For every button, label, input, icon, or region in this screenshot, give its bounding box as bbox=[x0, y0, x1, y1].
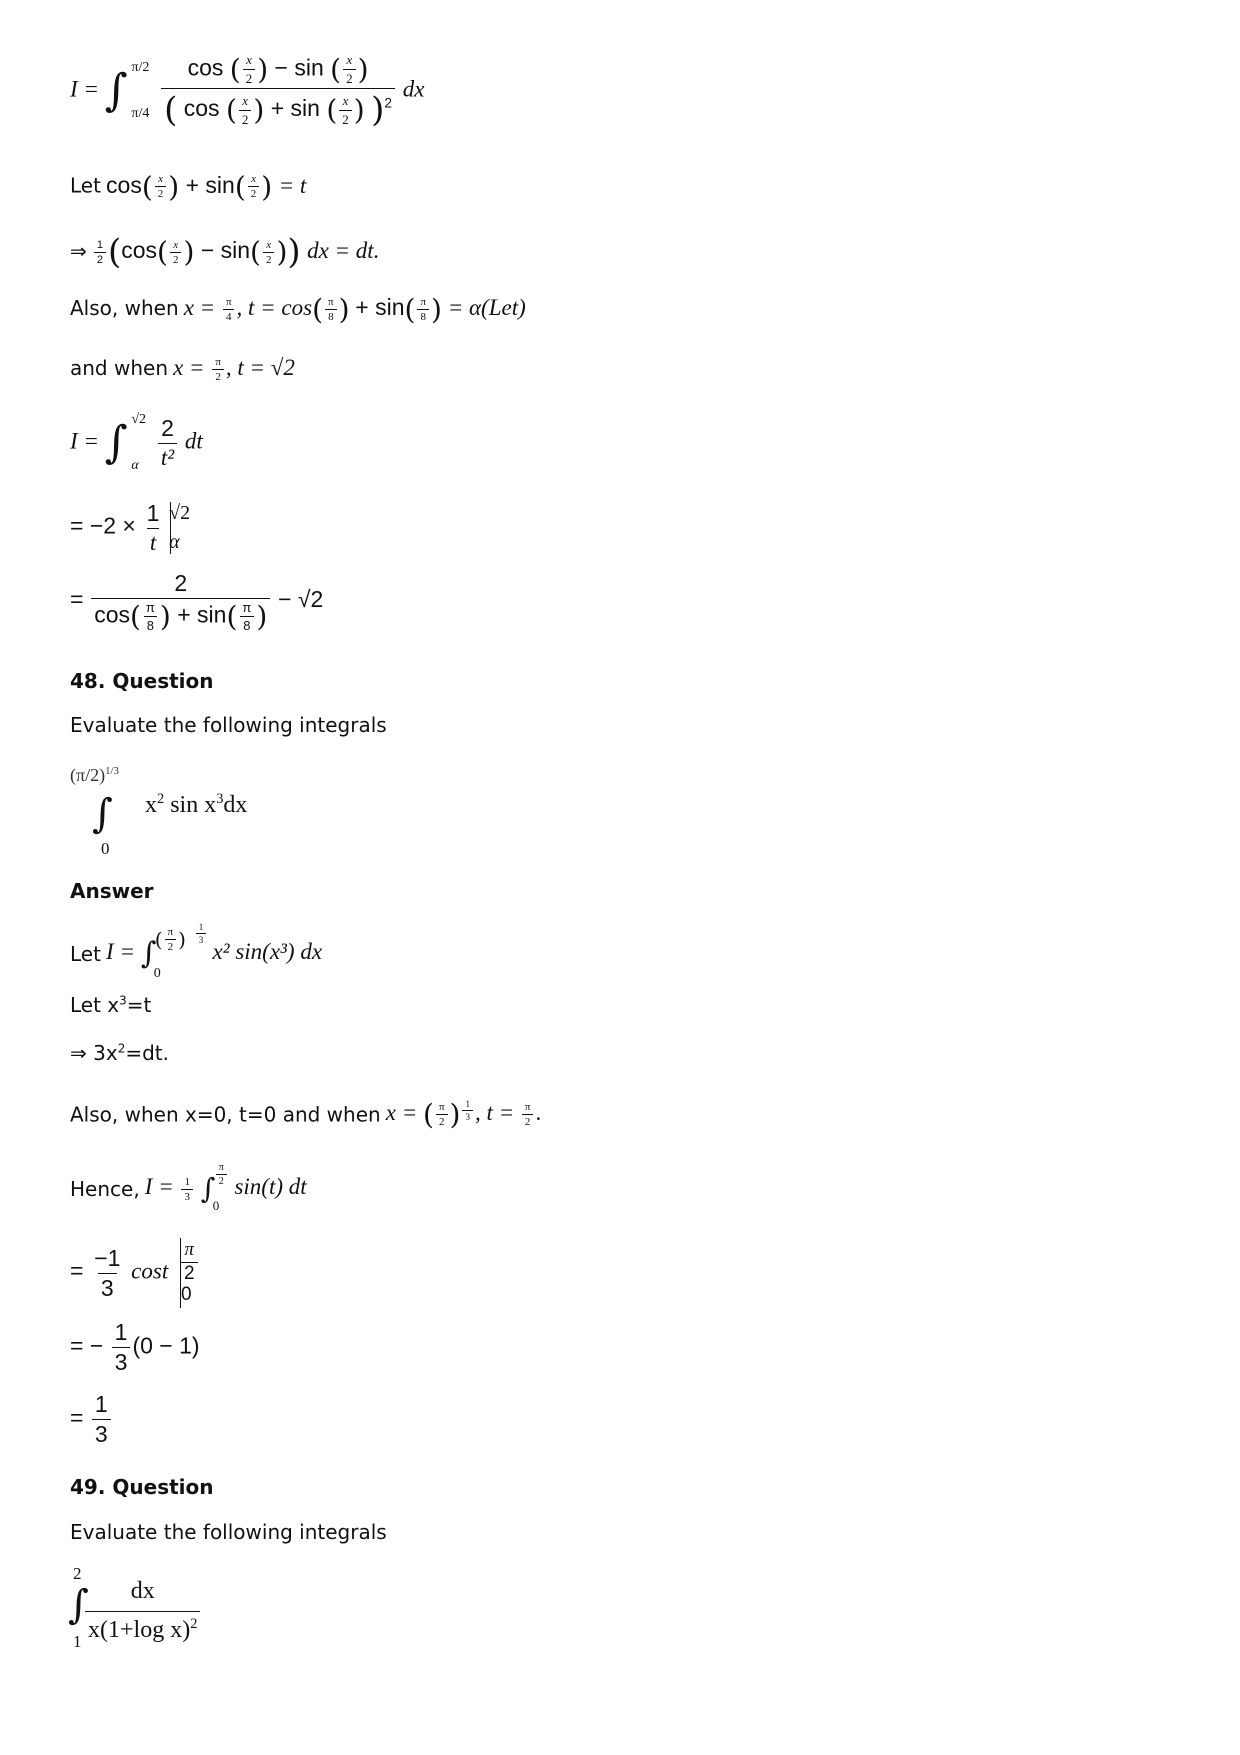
also-when-label: Also, when bbox=[70, 295, 179, 320]
frac-den: 4 bbox=[223, 309, 235, 323]
integral-lhs: I = bbox=[144, 1174, 174, 1200]
frac-num: x bbox=[173, 238, 179, 251]
hence-expression bbox=[144, 1162, 307, 1213]
paren: ) bbox=[287, 232, 301, 272]
implies-derivative-line bbox=[70, 1041, 169, 1065]
minus-root2: − √2 bbox=[278, 585, 324, 612]
minus-sin-text: − sin bbox=[200, 237, 251, 264]
evaluation-step-2 bbox=[70, 1319, 200, 1376]
denominator-log-term: (1+log x) bbox=[100, 1617, 191, 1643]
denominator bbox=[161, 88, 395, 130]
paren: ) bbox=[353, 93, 365, 127]
integral-sign: ∫ bbox=[104, 417, 128, 468]
frac-den: 3 bbox=[112, 1347, 131, 1376]
lower-limit: π/4 bbox=[131, 106, 150, 121]
question-48-integral bbox=[70, 757, 370, 857]
frac-den bbox=[91, 598, 270, 633]
denominator-power: 2 bbox=[190, 1616, 198, 1632]
paren: ( bbox=[107, 232, 122, 272]
x-over-2 bbox=[343, 52, 356, 87]
paren: ) bbox=[276, 235, 288, 269]
denominator-cos: cos bbox=[183, 95, 220, 122]
let-I-expression bbox=[106, 922, 323, 981]
frac-num: 1 bbox=[198, 922, 204, 932]
numerator-minus-sin: − sin bbox=[274, 54, 324, 81]
x-equals: x = bbox=[183, 294, 216, 320]
let-x-cubed-line bbox=[70, 993, 151, 1017]
paren: ( bbox=[312, 293, 324, 326]
lower-limit: α bbox=[169, 531, 180, 553]
paren: ) bbox=[338, 293, 350, 326]
limits-change-expression bbox=[385, 1098, 542, 1131]
equals-t: =t bbox=[126, 993, 152, 1017]
equals: = bbox=[70, 1257, 84, 1284]
pi-over-4 bbox=[223, 296, 235, 323]
frac-num: x bbox=[342, 92, 349, 108]
paren: ( bbox=[404, 293, 416, 326]
integral-expression bbox=[70, 52, 425, 130]
answer-label: Answer bbox=[70, 879, 154, 903]
frac-den: 2 bbox=[239, 110, 252, 128]
evaluation-step-2 bbox=[70, 570, 323, 633]
implies-3x: ⇒ 3x bbox=[70, 1041, 118, 1065]
frac-den: 3 bbox=[92, 1419, 111, 1448]
differential: dx bbox=[402, 76, 425, 102]
frac-num: x bbox=[251, 173, 256, 185]
x-over-2 bbox=[170, 239, 182, 266]
cos-text: cos bbox=[121, 237, 158, 264]
upper-limit bbox=[155, 926, 186, 953]
equals-t: = t bbox=[278, 172, 307, 198]
integrand-x-exponent: 2 bbox=[157, 791, 165, 807]
integral-lower-limit: 0 bbox=[101, 839, 110, 858]
paren: ) bbox=[256, 600, 268, 633]
frac-den: 2 bbox=[155, 186, 167, 200]
cos-text: cos bbox=[94, 601, 130, 628]
plus-sin-text: + sin bbox=[355, 293, 405, 320]
upper-pi-over-2 bbox=[216, 1162, 227, 1187]
frac-num: 2 bbox=[174, 570, 188, 596]
one-third bbox=[181, 1176, 193, 1203]
integrand-sin-exponent: 3 bbox=[216, 791, 224, 807]
equals-dt: =dt. bbox=[125, 1041, 169, 1065]
x-over-2 bbox=[248, 173, 260, 200]
upper-limit-expression bbox=[173, 355, 295, 384]
denominator-x: x bbox=[88, 1617, 100, 1643]
frac-num: 1 bbox=[184, 1175, 190, 1188]
upper-limit: π/2 bbox=[131, 60, 150, 75]
frac-den: 2 bbox=[170, 252, 182, 266]
frac-num: x bbox=[158, 173, 163, 185]
let-label: Let bbox=[70, 173, 101, 198]
pi-over-2 bbox=[436, 1101, 448, 1128]
frac-den: 2 bbox=[216, 1174, 227, 1187]
square-exponent: 2 bbox=[117, 1041, 126, 1056]
frac-den: 2 bbox=[165, 939, 177, 953]
cube-exponent: 3 bbox=[119, 993, 127, 1008]
paren: ( bbox=[330, 53, 342, 86]
upper-limit: √2 bbox=[131, 412, 147, 427]
upper-limit: √2 bbox=[169, 502, 191, 524]
period: . bbox=[535, 1099, 542, 1125]
let-x-text: Let x bbox=[70, 993, 120, 1017]
frac-num: π bbox=[184, 1239, 195, 1261]
eval-limits bbox=[181, 1240, 198, 1306]
equals-alpha: = α(Let) bbox=[447, 294, 526, 320]
integral-sign: ∫ bbox=[68, 1582, 89, 1628]
upper-limit: 2 bbox=[73, 1564, 82, 1583]
frac-den: 3 bbox=[462, 1110, 473, 1122]
paren: ) bbox=[257, 53, 269, 86]
integral-with-limits bbox=[201, 1164, 229, 1214]
evaluation-step-1 bbox=[70, 500, 194, 556]
integrand-fraction bbox=[85, 1578, 200, 1644]
one-over-t bbox=[144, 500, 163, 556]
frac-den: t bbox=[147, 528, 159, 556]
frac-den: 8 bbox=[417, 309, 429, 323]
integral-sign: ∫ bbox=[140, 936, 157, 971]
paren: ( bbox=[154, 927, 163, 952]
exponent-one-third bbox=[196, 922, 207, 945]
minus-one-third bbox=[91, 1245, 123, 1302]
frac-num: π bbox=[225, 296, 232, 308]
pi-over-8 bbox=[417, 296, 429, 323]
integrand: x² sin(x³) dx bbox=[212, 939, 323, 965]
x-over-2 bbox=[243, 52, 256, 87]
frac-num: π bbox=[145, 600, 155, 615]
numerator bbox=[185, 52, 372, 88]
frac-den: 2 bbox=[243, 69, 256, 87]
integral-limits bbox=[131, 412, 146, 474]
question-49-integral bbox=[70, 1564, 330, 1654]
frac-num: π bbox=[215, 356, 221, 369]
x-equals: x = bbox=[385, 1099, 418, 1125]
zero-minus-one: (0 − 1) bbox=[132, 1332, 200, 1359]
pi-over-8 bbox=[325, 296, 337, 323]
paren: ) bbox=[431, 293, 442, 326]
paren: ( bbox=[226, 600, 238, 633]
result-fraction bbox=[91, 570, 270, 633]
x-equals: x = bbox=[173, 355, 205, 380]
limits-line-lower bbox=[70, 293, 526, 326]
paren: ( bbox=[129, 600, 141, 633]
paren: ( bbox=[141, 170, 153, 203]
exponent-one-third bbox=[462, 1099, 473, 1122]
frac-num: x bbox=[242, 92, 249, 108]
integrand: sin(t) dt bbox=[234, 1174, 307, 1200]
t-equals: , t = bbox=[474, 1099, 515, 1125]
let-I-line bbox=[70, 922, 323, 982]
pi-over-2 bbox=[522, 1101, 534, 1128]
frac-den: 8 bbox=[325, 309, 337, 323]
lower-limit: 0 bbox=[180, 1283, 192, 1305]
frac-den: 2 bbox=[181, 1262, 198, 1285]
frac-num: x bbox=[266, 238, 272, 251]
integrand-fraction bbox=[161, 52, 395, 130]
integral-limits bbox=[131, 60, 149, 122]
frac-num: 1 bbox=[146, 500, 160, 526]
paren: ( bbox=[229, 53, 241, 86]
question-48-prompt: Evaluate the following integrals bbox=[70, 713, 387, 737]
evaluation-step-1 bbox=[70, 1238, 198, 1308]
paren: ( bbox=[326, 93, 338, 127]
one-half bbox=[94, 239, 106, 266]
integrand-sin-x: sin x bbox=[164, 792, 217, 818]
integral-lhs: I = bbox=[70, 76, 99, 102]
plus-sin-text: + sin bbox=[177, 601, 227, 628]
substitution-line bbox=[70, 170, 306, 203]
integral-sign: ∫ bbox=[104, 65, 128, 116]
frac-den: 3 bbox=[98, 1273, 117, 1302]
frac-num: 1 bbox=[465, 1098, 470, 1109]
paren: ) bbox=[178, 927, 186, 952]
paren: ) bbox=[449, 1098, 461, 1131]
integral-sign: ∫ bbox=[200, 1172, 216, 1205]
frac-den: 3 bbox=[181, 1189, 193, 1203]
cost-text: cost bbox=[131, 1258, 169, 1284]
final-result bbox=[70, 1391, 113, 1448]
pi-over-8 bbox=[143, 600, 158, 633]
frac-num: π bbox=[524, 1101, 531, 1113]
frac-den: 2 bbox=[436, 1114, 448, 1128]
integral-lhs: I = bbox=[70, 428, 99, 454]
pi-over-2 bbox=[165, 926, 177, 953]
lower-limit: 1 bbox=[73, 1632, 82, 1651]
paren: ) bbox=[168, 170, 180, 203]
differential: dt bbox=[184, 428, 203, 454]
paren: ) bbox=[357, 53, 369, 86]
cos-text: cos bbox=[106, 171, 142, 198]
x-over-2 bbox=[239, 93, 252, 128]
one-third bbox=[92, 1391, 111, 1448]
denominator bbox=[85, 1611, 200, 1644]
eval-limits bbox=[169, 502, 190, 554]
integral-sign: ∫ bbox=[92, 791, 113, 837]
also-when-label: Also, when x=0, t=0 and when bbox=[70, 1102, 381, 1127]
limits-line-upper bbox=[70, 355, 295, 383]
x-over-2 bbox=[339, 93, 352, 128]
frac-den: 3 bbox=[196, 933, 207, 945]
frac-num: x bbox=[246, 52, 252, 67]
frac-num: π bbox=[218, 1162, 224, 1173]
integral-upper-limit bbox=[70, 765, 119, 786]
paren: ( bbox=[234, 170, 246, 203]
frac-den: 8 bbox=[240, 616, 253, 633]
t-equals-root2: , t = √2 bbox=[225, 355, 295, 380]
frac-den: 2 bbox=[339, 110, 352, 128]
lower-limit: 0 bbox=[212, 1198, 220, 1213]
lower-limit: 0 bbox=[153, 966, 161, 981]
two-over-t-squared bbox=[158, 415, 177, 471]
frac-den: 8 bbox=[144, 616, 157, 633]
frac-num: π bbox=[167, 926, 174, 938]
paren: ) bbox=[261, 170, 273, 203]
frac-den: 2 bbox=[263, 252, 275, 266]
hence-line bbox=[70, 1164, 307, 1214]
plus-sin-text: + sin bbox=[185, 171, 235, 198]
frac-num: π bbox=[242, 600, 252, 615]
minus-two-times: = −2 × bbox=[70, 512, 136, 539]
paren: ) bbox=[253, 93, 265, 127]
paren: ( bbox=[250, 235, 261, 269]
question-49-prompt: Evaluate the following integrals bbox=[70, 1520, 387, 1544]
integral-lhs: I = bbox=[106, 939, 135, 965]
limits-change-line bbox=[70, 1098, 541, 1131]
integrand bbox=[145, 791, 247, 819]
equals-minus: = − bbox=[70, 1332, 104, 1359]
paren: ) bbox=[183, 235, 195, 269]
integral-with-limits bbox=[140, 922, 207, 982]
dx-equals-dt: dx = dt. bbox=[307, 238, 380, 264]
x-over-2 bbox=[155, 173, 167, 200]
frac-num: 1 bbox=[96, 238, 103, 251]
frac-num: x bbox=[346, 52, 353, 67]
transformed-integral bbox=[70, 412, 203, 474]
frac-den: 2 bbox=[248, 186, 260, 200]
let-label: Let bbox=[70, 942, 101, 966]
integrand-dx: dx bbox=[223, 792, 248, 818]
frac-den: 2 bbox=[522, 1114, 534, 1128]
paren: ( bbox=[225, 93, 237, 127]
hence-label: Hence, bbox=[70, 1177, 140, 1201]
frac-num: 1 bbox=[94, 1391, 108, 1417]
frac-num: π bbox=[420, 296, 427, 308]
x-over-2 bbox=[263, 239, 275, 266]
limits-expression bbox=[183, 293, 526, 326]
pi-over-2 bbox=[212, 356, 224, 383]
frac-den: 2 bbox=[343, 69, 356, 87]
equals: = bbox=[70, 585, 84, 612]
frac-den: t² bbox=[158, 443, 177, 471]
numerator-dx: dx bbox=[130, 1578, 155, 1604]
denominator-power: 2 bbox=[384, 95, 393, 111]
and-when-label: and when bbox=[70, 356, 168, 380]
frac-num: π bbox=[328, 296, 334, 308]
equals: = bbox=[70, 1404, 84, 1431]
substitution-expression bbox=[106, 170, 307, 203]
frac-den: 2 bbox=[94, 252, 106, 266]
frac-num: 2 bbox=[161, 415, 174, 441]
derivative-expression bbox=[92, 232, 380, 272]
upper-limit-exponent: 1/3 bbox=[105, 765, 119, 777]
question-49-heading: 49. Question bbox=[70, 1475, 214, 1499]
paren: ( bbox=[423, 1098, 434, 1131]
paren: ( bbox=[164, 90, 178, 130]
question-48-heading: 48. Question bbox=[70, 669, 214, 693]
frac-num: π bbox=[438, 1101, 445, 1113]
pi-over-8 bbox=[239, 600, 254, 633]
frac-num: 1 bbox=[114, 1319, 128, 1345]
paren: ) bbox=[371, 90, 385, 130]
pi-over-2 bbox=[181, 1240, 198, 1285]
paren: ( bbox=[157, 235, 168, 269]
integrand-x: x bbox=[145, 792, 157, 818]
upper-limit-base: (π/2) bbox=[70, 765, 106, 785]
t-equals-cos: , t = cos bbox=[236, 294, 313, 320]
frac-num: −1 bbox=[94, 1244, 121, 1271]
implies-arrow: ⇒ bbox=[70, 239, 87, 264]
derivative-line bbox=[70, 232, 379, 272]
one-third bbox=[112, 1319, 131, 1376]
lower-limit: α bbox=[131, 458, 139, 473]
paren: ) bbox=[159, 600, 171, 633]
denominator-plus-sin: + sin bbox=[270, 95, 320, 122]
numerator-cos: cos bbox=[187, 54, 224, 81]
frac-den: 2 bbox=[212, 369, 224, 383]
